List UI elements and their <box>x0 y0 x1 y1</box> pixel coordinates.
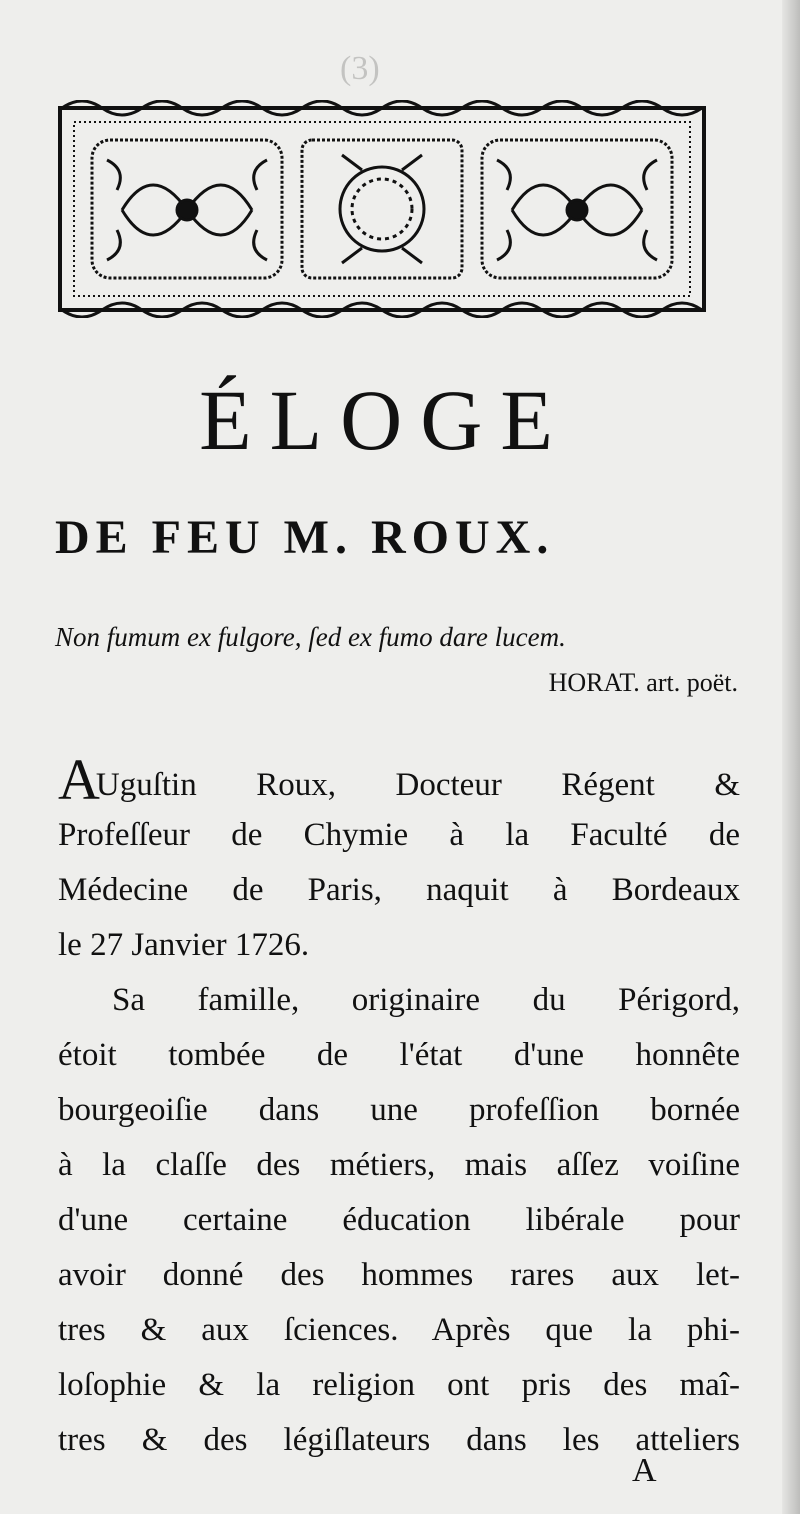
line-text: Uguſtin Roux, Docteur Régent & <box>95 767 740 803</box>
signature-mark: A <box>632 1452 657 1489</box>
paragraph-2-line-1: Sa famille, originaire du Périgord, <box>112 982 740 1018</box>
paragraph-1-line-4: le 27 Janvier 1726. <box>58 927 310 963</box>
motto-attribution: HORAT. art. poët. <box>548 668 738 697</box>
paragraph-1-line-1 <box>58 747 740 812</box>
paragraph-1-line-3: Médecine de Paris, naquit à Bordeaux <box>58 872 740 908</box>
paragraph-2-line-6: avoir donné des hommes rares aux let- <box>58 1257 740 1293</box>
drop-cap: A <box>58 747 100 812</box>
paragraph-2-line-3: bourgeoiſie dans une profeſſion bornée <box>58 1092 740 1128</box>
paragraph-2-line-8: loſophie & la religion ont pris des maî- <box>58 1367 740 1403</box>
paragraph-2-line-4: à la claſſe des métiers, mais aſſez voiſine <box>58 1147 740 1183</box>
page-title: ÉLOGE <box>199 372 571 468</box>
paragraph-2-line-2: étoit tombée de l'état d'une honnête <box>58 1037 740 1073</box>
page-number: (3) <box>340 50 380 87</box>
paragraph-2-line-7: tres & aux ſciences. Après que la phi- <box>58 1312 740 1348</box>
paragraph-2-line-9: tres & des légiſlateurs dans les atteliers <box>58 1422 740 1458</box>
decorative-headpiece <box>52 100 712 318</box>
paragraph-1-line-2: Profeſſeur de Chymie à la Faculté de <box>58 817 740 853</box>
page-subtitle: DE FEU M. ROUX. <box>55 511 555 564</box>
latin-motto: Non fumum ex fulgore, ſed ex fumo dare lucem. <box>55 622 566 652</box>
paragraph-2-line-5: d'une certaine éducation libérale pour <box>58 1202 740 1238</box>
